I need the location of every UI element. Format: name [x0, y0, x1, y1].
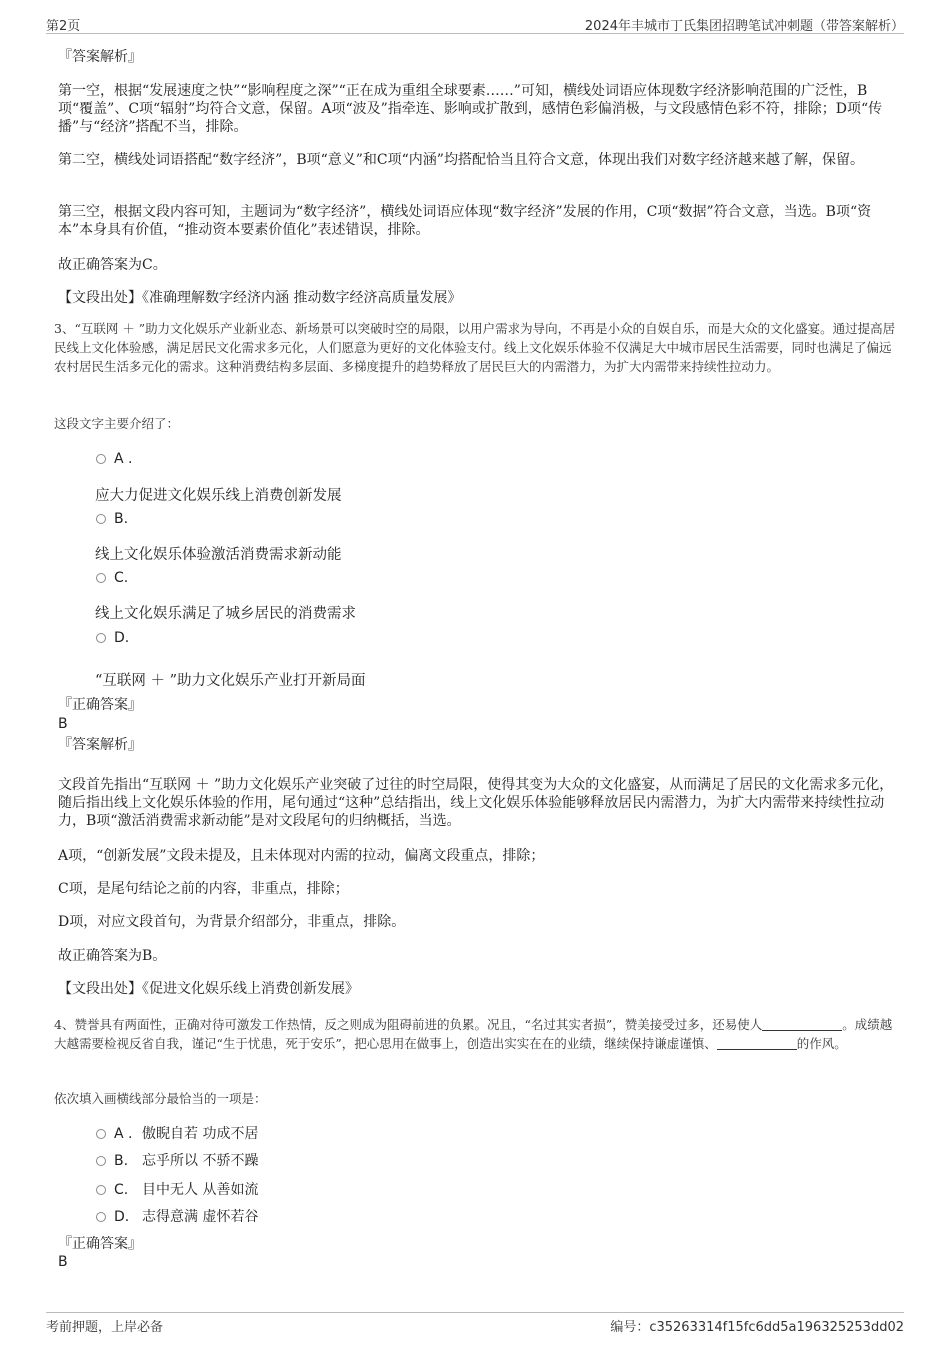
q3-option-b[interactable]: B.	[96, 510, 128, 528]
q2-source: 【文段出处】《准确理解数字经济内涵 推动数字经济高质量发展》	[58, 290, 462, 306]
q3-stem: 3、“互联网 ＋ ”助力文化娱乐产业新业态、新场景可以突破时空的局限，以用户需求为导向，不再是小众的自娱自乐，而是大众的文化盛宴。通过提高居民线上文化体验感，满足居民文化需求多元化，人们愿意为更好的文化体验支付。线上文化娱乐体验不仅满足大中城市居民生活需要，同时也满足了偏远农村居民生活多元化的需求。这种消费结构多层面、多梯度提升的趋势释放了居民巨大的内需潜力，为扩大内需带来持续性拉动力。	[54, 321, 896, 374]
q3-source: 【文段出处】《促进文化娱乐线上消费创新发展》	[58, 981, 359, 997]
q4-option-d[interactable]: D. 志得意满 虚怀若谷	[96, 1208, 258, 1226]
q3-answer-label: 『正确答案』	[58, 697, 142, 713]
fill-blank-2	[717, 1036, 797, 1050]
q3-option-c-text: 线上文化娱乐满足了城乡居民的消费需求	[95, 606, 356, 622]
q3-option-d[interactable]: D.	[96, 629, 129, 647]
q4-option-a[interactable]: A . 傲睨自若 功成不居	[96, 1125, 258, 1143]
radio-icon[interactable]	[96, 1212, 106, 1222]
q3-analysis-p3: C项，是尾句结论之前的内容，非重点，排除；	[58, 881, 349, 897]
radio-icon[interactable]	[96, 1156, 106, 1166]
q4-answer-label: 『正确答案』	[58, 1236, 142, 1252]
page-header	[46, 13, 904, 34]
radio-icon[interactable]	[96, 573, 106, 583]
q4-option-c[interactable]: C. 目中无人 从善如流	[96, 1181, 258, 1199]
page-number: 第2页	[46, 19, 81, 34]
radio-icon[interactable]	[96, 514, 106, 524]
q3-analysis-p2: A项，“创新发展”文段未提及，且未体现对内需的拉动，偏离文段重点，排除；	[58, 848, 545, 864]
q2-analysis-p2: 第二空，横线处词语搭配“数字经济”，B项“意义”和C项“内涵”均搭配恰当且符合文意，体现出我们对数字经济越来越了解，保留。	[58, 152, 864, 168]
radio-icon[interactable]	[96, 1185, 106, 1195]
q4-prompt: 依次填入画横线部分最恰当的一项是：	[54, 1091, 267, 1106]
footer-slogan: 考前押题，上岸必备	[46, 1320, 164, 1335]
q3-option-b-text: 线上文化娱乐体验激活消费需求新动能	[95, 547, 342, 563]
q3-answer: B	[58, 716, 68, 732]
document-id: 编号：c35263314f15fc6dd5a196325253dd02	[610, 1320, 904, 1335]
q4-option-b[interactable]: B. 忘乎所以 不骄不躁	[96, 1152, 258, 1170]
document-title: 2024年丰城市丁氏集团招聘笔试冲刺题（带答案解析）	[584, 19, 904, 34]
q3-option-c[interactable]: C.	[96, 569, 128, 587]
q3-analysis-p1: 文段首先指出“互联网 ＋ ”助力文化娱乐产业突破了过往的时空局限，使得其变为大众的文化盛宴，从而满足了居民的文化需求多元化，随后指出线上文化娱乐体验的作用，尾句通过“这种”总结指出，线上文化娱乐体验能够释放居民内需潜力，为扩大内需带来持续性拉动力，B项“激活消费需求新动能”是对文段尾句的归纳概括，当选。	[58, 777, 894, 829]
radio-icon[interactable]	[96, 1129, 106, 1139]
q3-analysis-p4: D项，对应文段首句，为背景介绍部分，非重点，排除。	[58, 914, 406, 930]
q3-analysis-conclusion: 故正确答案为B。	[58, 948, 167, 964]
q3-option-d-text: “互联网 ＋ ”助力文化娱乐产业打开新局面	[95, 673, 366, 689]
q4-answer: B	[58, 1254, 68, 1270]
page-footer	[46, 1312, 904, 1337]
radio-icon[interactable]	[96, 454, 106, 464]
q3-option-a-text: 应大力促进文化娱乐线上消费创新发展	[95, 488, 342, 504]
q2-analysis-p3: 第三空，根据文段内容可知，主题词为“数字经济”，横线处词语应体现“数字经济”发展的作用，C项“数据”符合文意，当选。B项“资本”本身具有价值，“推动资本要素价值化”表述错误，排除。	[58, 204, 872, 238]
q3-analysis-label: 『答案解析』	[58, 737, 142, 753]
fill-blank-1	[762, 1017, 842, 1031]
q3-option-a[interactable]: A .	[96, 450, 132, 468]
q2-analysis-p1: 第一空，根据“发展速度之快”“影响程度之深”“正在成为重组全球要素……”可知，横线处词语应体现数字经济影响范围的广泛性，B项“覆盖”、C项“辐射”均符合文意，保留。A项“波及”指牵连、影响或扩散到，感情色彩偏消极，与文段感情色彩不符，排除；D项“传播”与“经济”搭配不当，排除。	[58, 83, 883, 135]
radio-icon[interactable]	[96, 633, 106, 643]
q4-stem: 4、赞誉具有两面性，正确对待可激发工作热情，反之则成为阻碍前进的负累。况且，“名过其实者损”，赞美接受过多，还易使人 。成绩越大越需要检视反省自我，谨记“生于忧患，死于安乐”，把心思用在做事上，创造出实实在在的业绩，继续保持谦虚谨慎、 的作风。	[54, 1017, 893, 1051]
q3-prompt: 这段文字主要介绍了：	[54, 416, 180, 431]
q2-analysis-conclusion: 故正确答案为C。	[58, 257, 167, 273]
q2-analysis-label: 『答案解析』	[58, 49, 142, 65]
